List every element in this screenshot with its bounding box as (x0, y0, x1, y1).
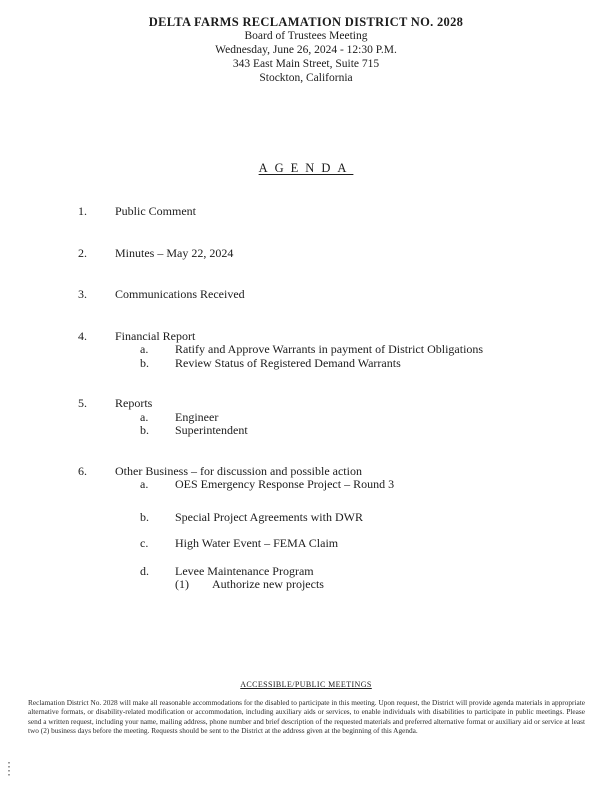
item-number: 6. (78, 463, 87, 478)
spacer (0, 370, 612, 397)
spacer (0, 438, 612, 465)
item-text: Communications Received (115, 287, 245, 301)
item-text: Financial Report (115, 328, 196, 343)
accessibility-notice: Reclamation District No. 2028 will make all reasonable accommodations for the disabled to participate in this meeting. Upon request, the District will provide agenda materials in appropriate alternative formats, or disability-related modification or accommodation, including auxiliary aids or services, to enable individuals with disabilities to participate in public meetings. Please send a written request, including your name, mailing address, phone number and brief description of the requested materials and preferred alternative format or auxiliary aid or service at least two (2) business days before the meeting. Requests should be sent to the District at the address given at the beginning of this Agenda. (28, 697, 585, 736)
spacer (0, 302, 612, 330)
subsubitem-number: (1) (175, 577, 189, 591)
subitem-text: Superintendent (175, 423, 248, 437)
spacer (0, 260, 612, 288)
agenda-item-6b (0, 511, 612, 525)
spacer (0, 492, 612, 511)
agenda-item-2 (0, 247, 612, 261)
district-title: DELTA FARMS RECLAMATION DISTRICT NO. 2028 (148, 15, 464, 29)
subitem-text: Special Project Agreements with DWR (175, 509, 363, 524)
meeting-city-line: Stockton, California (259, 72, 353, 84)
accessibility-heading: ACCESSIBLE/PUBLIC MEETINGS (240, 679, 372, 689)
agenda-item-6 (0, 465, 612, 479)
agenda-item-5a (0, 411, 612, 425)
subitem-text: High Water Event – FEMA Claim (175, 536, 339, 550)
item-number: 1. (78, 204, 87, 218)
scan-artifact-dots (8, 762, 10, 776)
subitem-text: Ratify and Approve Warrants in payment of District Obligations (175, 342, 484, 356)
meeting-type-line: Board of Trustees Meeting (244, 30, 368, 42)
spacer (0, 551, 612, 565)
agenda-item-3 (0, 288, 612, 302)
meeting-datetime-line: Wednesday, June 26, 2024 - 12:30 P.M. (215, 44, 397, 56)
agenda-item-4a (0, 343, 612, 357)
spacer (0, 219, 612, 247)
subitem-letter: c. (140, 536, 149, 550)
agenda-list (0, 205, 612, 592)
item-number: 2. (78, 245, 87, 260)
item-text: Minutes – May 22, 2024 (115, 245, 234, 260)
item-number: 4. (78, 328, 87, 343)
agenda-item-6d (0, 565, 612, 579)
agenda-item-5 (0, 397, 612, 411)
agenda-item-6a (0, 478, 612, 492)
document-header (0, 0, 612, 85)
item-text: Reports (115, 396, 153, 410)
subitem-text: Review Status of Registered Demand Warrants (175, 355, 401, 370)
agenda-item-6c (0, 537, 612, 551)
item-number: 3. (78, 287, 87, 301)
subsubitem-text: Authorize new projects (212, 577, 324, 591)
subitem-letter: d. (140, 563, 149, 578)
subitem-letter: b. (140, 509, 149, 524)
subitem-text: Levee Maintenance Program (175, 563, 314, 578)
meeting-address-line: 343 East Main Street, Suite 715 (232, 58, 380, 70)
agenda-item-1 (0, 205, 612, 219)
agenda-item-5b (0, 424, 612, 438)
agenda-title: AGENDA (258, 161, 354, 175)
subitem-letter: a. (140, 342, 149, 356)
item-text: Other Business – for discussion and possible action (115, 463, 362, 478)
item-text: Public Comment (115, 204, 196, 218)
agenda-item-6d-1 (0, 578, 612, 592)
subitem-letter: a. (140, 477, 149, 491)
subitem-letter: b. (140, 423, 149, 437)
subitem-letter: b. (140, 355, 149, 370)
item-number: 5. (78, 396, 87, 410)
agenda-item-4 (0, 330, 612, 344)
agenda-item-4b (0, 357, 612, 371)
subitem-text: OES Emergency Response Project – Round 3 (175, 477, 395, 491)
subitem-text: Engineer (175, 409, 219, 424)
subitem-letter: a. (140, 409, 149, 424)
